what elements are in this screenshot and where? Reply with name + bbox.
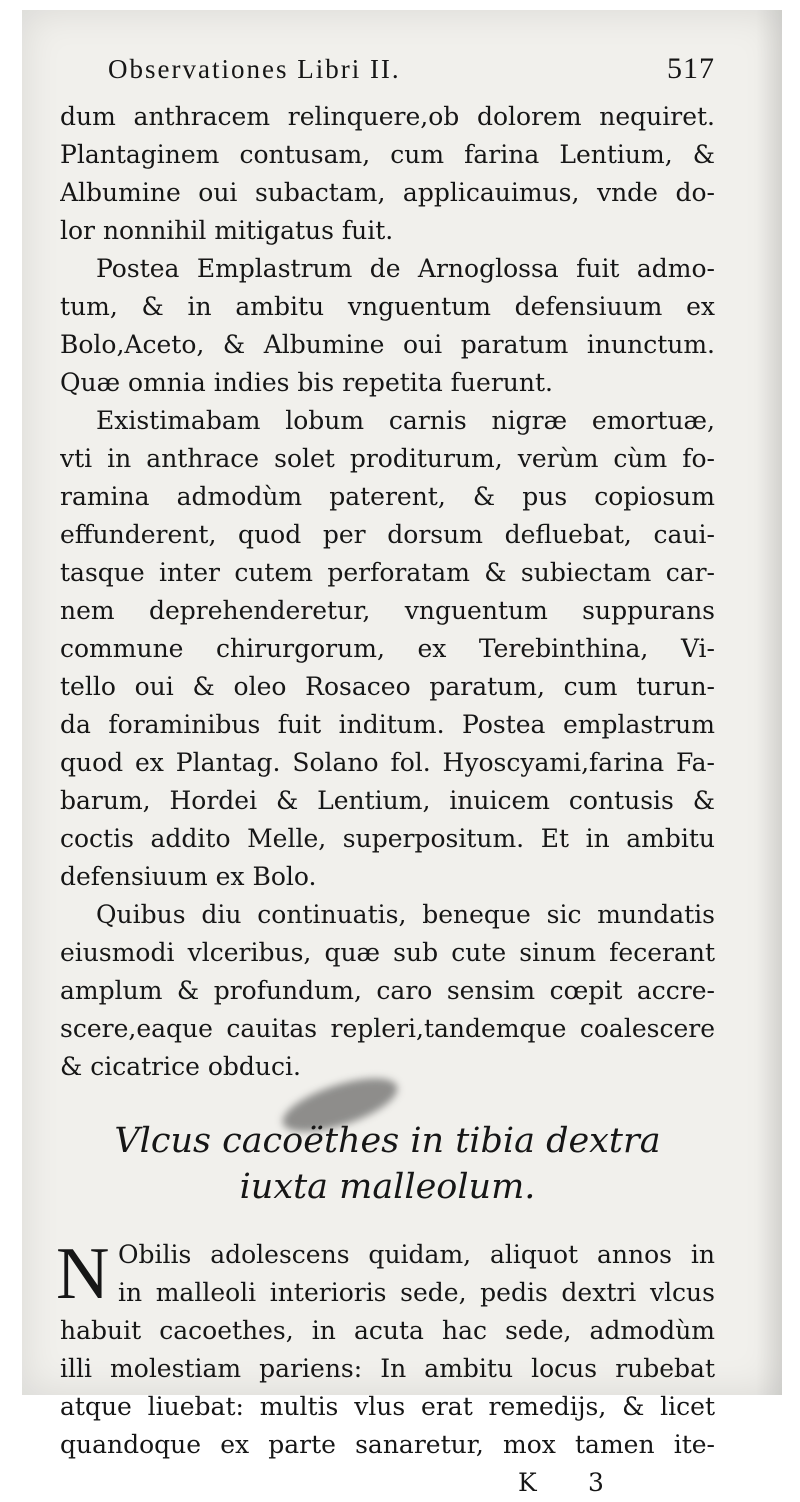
signature-number: 3: [588, 1468, 604, 1497]
paragraph-line: amplum & profundum, caro sensim cœpit accre-: [60, 976, 715, 1005]
paragraph-line: quandoque ex parte sanaretur, mox tamen ite-: [60, 1430, 715, 1459]
drop-cap: N: [56, 1233, 110, 1315]
signature-mark: K: [518, 1468, 537, 1497]
paragraph-line: tasque inter cutem perforatam & subiectam car-: [60, 558, 715, 587]
paragraph-line: scere,eaque cauitas repleri,tandemque coalescere: [60, 1014, 715, 1043]
catchword-line: [60, 1464, 715, 1502]
paragraph-line: illi molestiam pariens: In ambitu locus rubebat: [60, 1354, 715, 1383]
paragraph-line: commune chirurgorum, ex Terebinthina, Vi-: [60, 634, 715, 663]
paragraph-line: dum anthracem relinquere,ob dolorem nequiret.: [60, 102, 715, 131]
paragraph-line: effunderent, quod per dorsum defluebat, caui-: [60, 520, 715, 549]
paragraph-line: quod ex Plantag. Solano fol. Hyoscyami,farina Fa-: [60, 748, 715, 777]
paragraph-line: Plantaginem contusam, cum farina Lentium, &: [60, 140, 715, 169]
paragraph-line: Obilis adolescens quidam, aliquot annos in: [118, 1240, 715, 1269]
book-page: [22, 10, 782, 1497]
paragraph-line: Postea Emplastrum de Arnoglossa fuit admo-: [96, 254, 715, 283]
paragraph-line: Albumine oui subactam, applicauimus, vnde do-: [60, 178, 715, 207]
paragraph: [60, 402, 715, 896]
paragraph-line: barum, Hordei & Lentium, inuicem contusis &: [60, 786, 715, 815]
paragraph: [60, 896, 715, 1086]
page-text: [56, 46, 715, 1502]
paragraph-line: Quæ omnia indies bis repetita fuerunt.: [60, 368, 553, 397]
paragraph-line: coctis addito Melle, superpositum. Et in ambitu: [60, 824, 715, 853]
paragraph-line: Bolo,Aceto, & Albumine oui paratum inunctum.: [60, 330, 715, 359]
paragraph-line: atque liuebat: multis vlus erat remedijs, & licet: [60, 1392, 715, 1421]
paragraph-line: habuit cacoethes, in acuta hac sede, admodùm: [60, 1316, 715, 1345]
paragraph: [60, 98, 715, 250]
body-paragraphs: [60, 98, 715, 1086]
final-paragraph: [56, 1233, 715, 1464]
paragraph-line: defensiuum ex Bolo.: [60, 862, 317, 891]
heading-line: iuxta malleolum.: [239, 1167, 536, 1207]
paragraph-line: tello oui & oleo Rosaceo paratum, cum turun-: [60, 672, 715, 701]
paragraph-line: eiusmodi vlceribus, quæ sub cute sinum fecerant: [60, 938, 715, 967]
page-gutter-shadow: [756, 10, 782, 1395]
heading-line: Vlcus cacoëthes in tibia dextra: [114, 1121, 661, 1161]
page-number: 517: [667, 52, 715, 85]
paragraph-line: Existimabam lobum carnis nigræ emortuæ,: [96, 406, 715, 435]
paragraph-line: ramina admodùm paterent, & pus copiosum: [60, 482, 715, 511]
paragraph-line: & cicatrice obduci.: [60, 1052, 301, 1081]
paragraph: [60, 250, 715, 402]
paragraph-line: nem deprehenderetur, vnguentum suppurans: [60, 596, 715, 625]
paragraph-line: tum, & in ambitu vnguentum defensiuum ex: [60, 292, 715, 321]
running-header: [60, 46, 715, 98]
paragraph-line: in malleoli interioris sede, pedis dextri vlcus: [118, 1278, 715, 1307]
paragraph-line: da foraminibus fuit inditum. Postea emplastrum: [60, 710, 715, 739]
section-heading: [60, 1118, 715, 1210]
paragraph-line: vti in anthrace solet proditurum, verùm cùm fo-: [60, 444, 715, 473]
paragraph-line: lor nonnihil mitigatus fuit.: [60, 216, 394, 245]
running-title: Observationes Libri II.: [108, 54, 401, 84]
paragraph-line: Quibus diu continuatis, beneque sic mundatis: [96, 900, 715, 929]
